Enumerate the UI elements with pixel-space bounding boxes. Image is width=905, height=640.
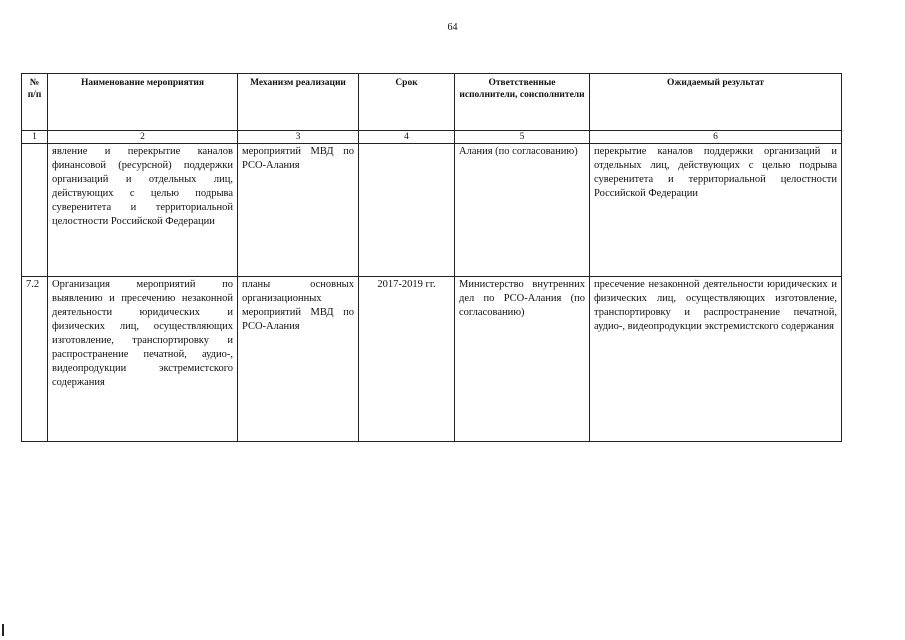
header-event-name: Наименование мероприятия (48, 74, 238, 131)
term-cell (359, 144, 455, 277)
column-number: 5 (455, 131, 590, 144)
header-mechanism: Механизм реализации (238, 74, 359, 131)
responsible-cell: Министерство внутренних дел по РСО-Алания (по согласованию) (455, 277, 590, 442)
table-row (22, 277, 842, 442)
column-number: 4 (359, 131, 455, 144)
column-number: 1 (22, 131, 48, 144)
event-name-cell: явление и перекрытие каналов финансовой (ресурсной) поддержки организаций и отдельных лиц, действующих с целью подрыва суверенитета и территориальной целостности Российской Федерации (48, 144, 238, 277)
column-number: 3 (238, 131, 359, 144)
row-number (22, 144, 48, 277)
column-number-row (22, 131, 842, 144)
table-row (22, 144, 842, 277)
header-number: № п/п (22, 74, 48, 131)
page-number: 64 (447, 22, 458, 33)
mechanism-cell: мероприятий МВД по РСО-Алания (238, 144, 359, 277)
scan-edge-mark (2, 624, 4, 636)
mechanism-cell: планы основных организационных мероприятий МВД по РСО-Алания (238, 277, 359, 442)
column-number: 6 (590, 131, 842, 144)
header-responsible: Ответственные исполнители, соисполнители (455, 74, 590, 131)
column-number: 2 (48, 131, 238, 144)
header-expected-result: Ожидаемый результат (590, 74, 842, 131)
table-header-row (22, 74, 842, 131)
row-number: 7.2 (22, 277, 48, 442)
term-cell: 2017-2019 гг. (359, 277, 455, 442)
action-plan-table (21, 73, 842, 442)
responsible-cell: Алания (по согласованию) (455, 144, 590, 277)
expected-result-cell: пресечение незаконной деятельности юридических и физических лиц, осуществляющих изготовление, транспортировку и распространение печатной, аудио-, видеопродукции экстремистского содержания (590, 277, 842, 442)
event-name-cell: Организация мероприятий по выявлению и пресечению незаконной деятельности юридических и физических лиц, осуществляющих изготовление, транспортировку и распространение печатной, аудио-, видеопродукции экстремистского содержания (48, 277, 238, 442)
header-term: Срок (359, 74, 455, 131)
expected-result-cell: перекрытие каналов поддержки организаций и отдельных лиц, действующих с целью подрыва суверенитета и территориальной целостности Российской Федерации (590, 144, 842, 277)
